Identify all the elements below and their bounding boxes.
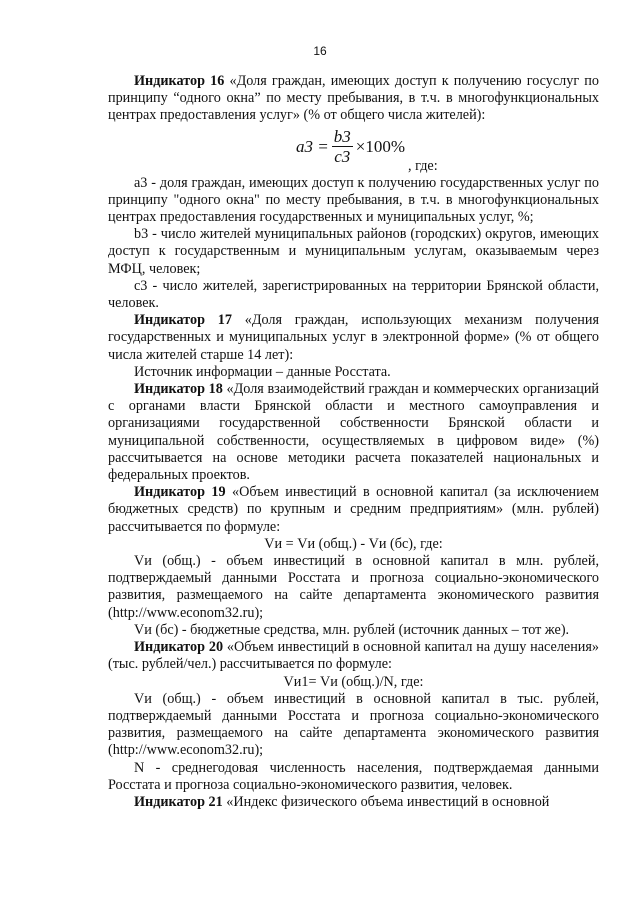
indicator-20-definition-2: N - среднегодовая численность населения, подтверждаемая данными Росстата и прогноза социально-экономического развития, человек. xyxy=(108,759,599,793)
indicator-19-text: «Объем инвестиций в основной капитал (за исключением бюджетных средств) по крупным и средним предприятиям» (млн. рублей) рассчитывается по формуле: xyxy=(108,484,599,535)
paragraph-indicator-20 xyxy=(108,639,599,673)
paragraph-indicator-18 xyxy=(108,381,599,484)
formula-suffix: , где: xyxy=(408,157,438,174)
indicator-18-text: «Доля взаимодействий граждан и коммерческих организаций с органами власти Брянской области и местного самоуправления и организациями государственной собственности Брянской области и муниципальной собственности, осуществляемых в цифровом виде» (%) рассчитывается на основе методики расчета показателей национальных и федеральных проектов. xyxy=(108,381,599,484)
indicator-20-heading: Индикатор 20 xyxy=(134,639,224,656)
indicator-19-definition-2: Vи (бс) - бюджетные средства, млн. рублей (источник данных – тот же). xyxy=(134,621,570,638)
indicator-20-formula: Vи1= Vи (общ.)/N, где: xyxy=(283,673,424,690)
page-number: 16 xyxy=(313,44,327,58)
formula-fraction xyxy=(332,127,353,166)
document-body xyxy=(108,73,599,811)
definition-c3: с3 - число жителей, зарегистрированных на территории Брянской области, человек. xyxy=(108,277,599,312)
formula-rhs: ×100% xyxy=(355,136,405,156)
indicator-21-text: «Индекс физического объема инвестиций в основной xyxy=(222,793,550,810)
indicator-16-text: «Доля граждан, имеющих доступ к получению госуслуг по принципу “одного окна” по месту пребывания, в т.ч. в многофункциональных центрах предоставления услуг» (% от общего числа жителей): xyxy=(108,73,599,124)
indicator-17-heading: Индикатор 17 xyxy=(134,312,232,329)
indicator-19-heading: Индикатор 19 xyxy=(134,484,226,501)
formula-expression xyxy=(296,127,405,166)
paragraph-indicator-17 xyxy=(108,312,599,364)
indicator-18-heading: Индикатор 18 xyxy=(134,381,223,398)
indicator-20-definition-1: Vи (общ.) - объем инвестиций в основной капитал в тыс. рублей, подтверждаемый данными Росстата и прогноза социально-экономического развития, размещаемого на сайте департамента экономического развития (http://www.econom32.ru); xyxy=(108,690,599,759)
formula-denominator: c3 xyxy=(334,146,351,166)
definition-b3: b3 - число жителей муниципальных районов (городских) округов, имеющих доступ к государственным и муниципальным услугам, оказываемым через МФЦ, человек; xyxy=(108,226,599,277)
indicator-19-definition-1: Vи (общ.) - объем инвестиций в основной капитал в млн. рублей, подтверждаемый данными Росстата и прогноза социально-экономического развития, размещаемого на сайте департамента экономического развития (http://www.econom32.ru); xyxy=(108,553,599,621)
indicator-17-text: «Доля граждан, использующих механизм получения государственных и муниципальных услуг в электронной форме» (% от общего числа жителей старше 14 лет): xyxy=(108,312,599,363)
paragraph-indicator-21 xyxy=(108,794,599,811)
indicator-19-formula: Vи = Vи (общ.) - Vи (бс), где: xyxy=(264,535,443,552)
formula-lhs: a3 = xyxy=(296,136,329,156)
paragraph-indicator-19 xyxy=(108,484,599,536)
formula-a3 xyxy=(108,125,599,175)
definition-a3: а3 - доля граждан, имеющих доступ к получению государственных услуг по принципу "одного окна" по месту пребывания, в т.ч. в многофункциональных центрах предоставления государственных и муниципальных услуг, %; xyxy=(108,174,599,226)
paragraph-indicator-16 xyxy=(108,73,599,125)
indicator-21-heading: Индикатор 21 xyxy=(134,793,223,810)
indicator-17-source: Источник информации – данные Росстата. xyxy=(134,363,391,380)
indicator-20-text: «Объем инвестиций в основной капитал на душу населения» (тыс. рублей/чел.) рассчитывается по формуле: xyxy=(108,639,600,673)
formula-numerator: b3 xyxy=(333,126,351,146)
indicator-16-heading: Индикатор 16 xyxy=(134,73,225,89)
